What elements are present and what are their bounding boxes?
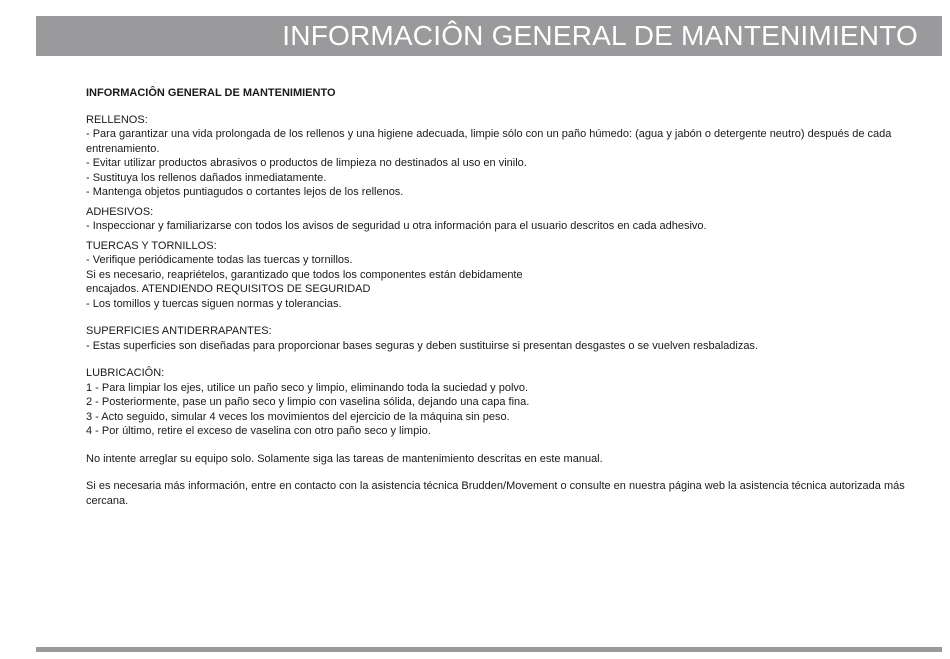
section-line: - Sustituya los rellenos dañados inmediatamente. xyxy=(86,171,327,184)
section-line: 4 - Por último, retire el exceso de vaselina con otro paño seco y limpio. xyxy=(86,425,431,437)
section-adhesivos xyxy=(86,205,942,234)
note-paragraph: No intente arreglar su equipo solo. Solamente siga las tareas de mantenimiento descritas en este manual. xyxy=(86,452,603,465)
section-heading: SUPERFICIES ANTIDERRAPANTES: xyxy=(86,325,272,337)
page-title: INFORMACIÔN GENERAL DE MANTENIMIENTO xyxy=(282,20,918,51)
section-line: - Los tomillos y tuercas siguen normas y tolerancias. xyxy=(86,297,342,310)
section-line: Si es necesario, reapriételos, garantizado que todos los componentes están debidamente xyxy=(86,268,523,281)
section-line: encajados. ATENDIENDO REQUISITOS DE SEGURIDAD xyxy=(86,283,371,295)
section-tuercas xyxy=(86,239,942,312)
section-heading: LUBRICACIÔN: xyxy=(86,367,165,379)
section-line: - Estas superficies son diseñadas para proporcionar bases seguras y deben sustituirse si presentan desgastes o se vuelven resbaladizas. xyxy=(86,339,758,352)
section-line: - Para garantizar una vida prolongada de los rellenos y una higiene adecuada, limpie sólo con un paño húmedo: (agua y jabón o detergente neutro) después de cada entrenamiento. xyxy=(86,128,892,155)
section-superficies xyxy=(86,324,942,353)
section-heading: RELLENOS: xyxy=(86,113,148,126)
section-line: - Evitar utilizar productos abrasivos o productos de limpieza no destinados al uso en vinilo. xyxy=(86,157,527,169)
section-line: 3 - Acto seguido, simular 4 veces los movimientos del ejercicio de la máquina sin peso. xyxy=(86,410,510,423)
section-line: - Verifique periódicamente todas las tuercas y tornillos. xyxy=(86,254,353,266)
section-line: 2 - Posteriormente, pase un paño seco y limpio con vaselina sólida, dejando una capa fina. xyxy=(86,396,530,408)
document-title: INFORMACIÔN GENERAL DE MANTENIMIENTO xyxy=(86,87,336,99)
section-line: - Mantenga objetos puntiagudos o cortantes lejos de los rellenos. xyxy=(86,186,404,198)
header-bar xyxy=(36,16,942,56)
section-heading: TUERCAS Y TORNILLOS: xyxy=(86,239,217,252)
footer-bar xyxy=(36,647,942,652)
section-rellenos xyxy=(86,113,942,200)
document-body xyxy=(86,86,942,521)
section-line: - Inspeccionar y familiarizarse con todos los avisos de seguridad u otra información para el usuario descritos en cada adhesivo. xyxy=(86,220,707,232)
section-line: 1 - Para limpiar los ejes, utilice un paño seco y limpio, eliminando toda la suciedad y polvo. xyxy=(86,381,529,394)
note-paragraph: Si es necesaria más información, entre en contacto con la asistencia técnica Brudden/Movement o consulte en nuestra página web la asistencia técnica autorizada más cercana. xyxy=(86,480,905,507)
section-lubricacion xyxy=(86,366,942,439)
section-heading: ADHESIVOS: xyxy=(86,205,154,218)
